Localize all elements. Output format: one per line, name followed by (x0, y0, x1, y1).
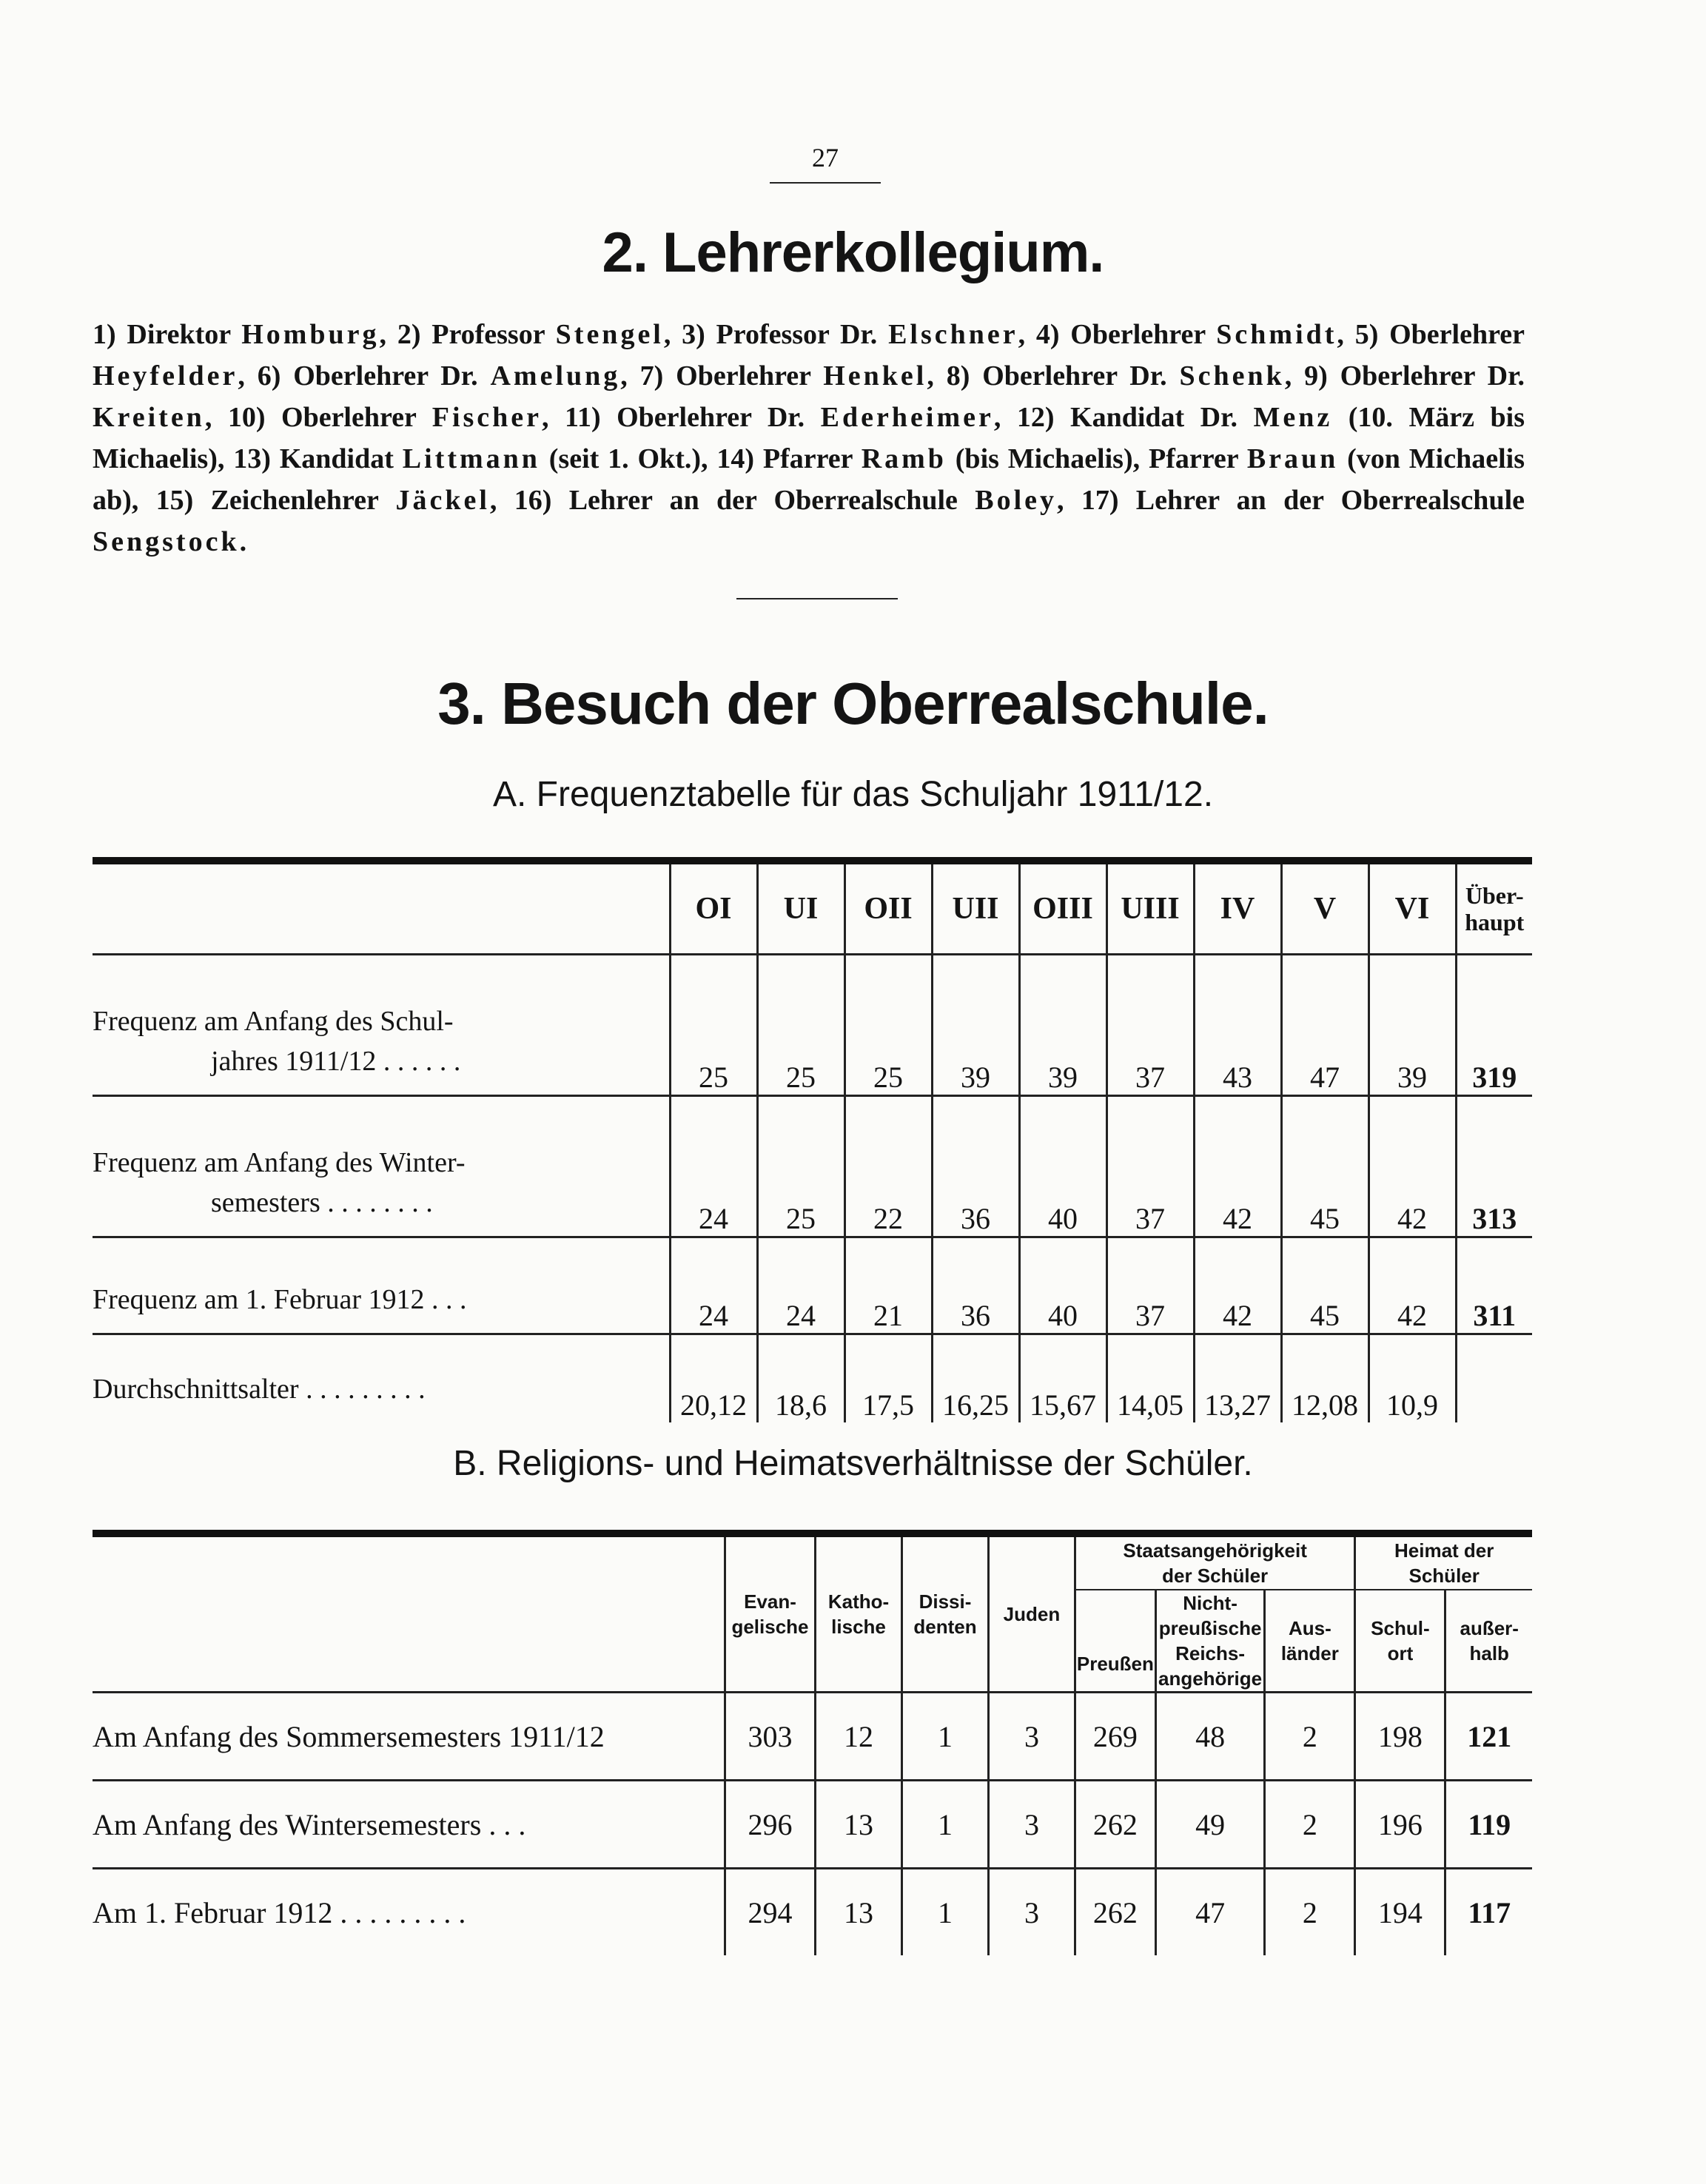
frequency-cell: 45 (1281, 1237, 1369, 1334)
frequency-table (93, 857, 1532, 1422)
col-nicht-line2: preußische (1158, 1617, 1262, 1639)
frequency-cell: 47 (1281, 955, 1369, 1096)
teacher-name: Sengstock (93, 526, 240, 557)
frequency-total-cell: 319 (1456, 955, 1532, 1096)
frequency-cell: 14,05 (1106, 1334, 1194, 1423)
religion-corner (93, 1533, 725, 1693)
col-evangelische-line1: Evan- (744, 1590, 796, 1613)
col-nicht-preussische (1155, 1590, 1265, 1693)
frequency-row-label (93, 1237, 670, 1334)
frequency-cell: 37 (1106, 1237, 1194, 1334)
teacher-note: , (620, 360, 640, 392)
teacher-role: 11) Oberlehrer Dr. (565, 402, 821, 433)
frequency-row (93, 1096, 1532, 1237)
frequency-cell: 43 (1194, 955, 1281, 1096)
teacher-role: 4) Oberlehrer (1035, 319, 1217, 350)
teacher-note: (von Michaelis ab), (93, 443, 1525, 516)
frequency-cell: 25 (757, 955, 844, 1096)
religion-cell: 303 (725, 1693, 815, 1781)
frequency-cell: 37 (1106, 1096, 1194, 1237)
religion-cell: 294 (725, 1869, 815, 1956)
frequency-row-label-line2: semesters . . . . . . . . (211, 1187, 433, 1218)
frequency-cell: 42 (1194, 1096, 1281, 1237)
col-total (1456, 861, 1532, 955)
frequency-row-label (93, 1096, 670, 1237)
col-v: V (1281, 861, 1369, 955)
religion-header-row-1 (93, 1533, 1532, 1590)
group-staats-line2: der Schüler (1162, 1565, 1269, 1587)
frequency-row (93, 1237, 1532, 1334)
frequency-row-label-line1: Frequenz am 1. Februar 1912 . . . (93, 1284, 467, 1315)
col-juden: Juden (988, 1533, 1075, 1693)
religion-cell: 48 (1155, 1693, 1265, 1781)
group-heimat-line1: Heimat der (1394, 1539, 1494, 1562)
table-b-title: B. Religions- und Heimatsverhältnisse der Schüler. (453, 1444, 1253, 1483)
religion-cell: 13 (816, 1869, 902, 1956)
religion-cell: 1 (902, 1693, 989, 1781)
frequency-total-cell: 313 (1456, 1096, 1532, 1237)
teacher-note: , (993, 402, 1017, 433)
frequency-header-row (93, 861, 1532, 955)
section-3-title: 3. Besuch der Oberrealschule. (437, 671, 1269, 736)
col-uiii: UIII (1106, 861, 1194, 955)
col-nicht-line1: Nicht- (1183, 1592, 1237, 1614)
teacher-note: (bis Michaelis), (946, 443, 1149, 474)
teacher-role: 5) Oberlehrer (1354, 319, 1525, 350)
teacher-name: Braun (1246, 443, 1339, 474)
frequency-row (93, 1334, 1532, 1423)
teacher-role: 13) Kandidat (233, 443, 403, 474)
religion-cell: 12 (816, 1693, 902, 1781)
frequency-row-label-line1: Frequenz am Anfang des Schul- (93, 1006, 454, 1037)
teacher-role: 12) Kandidat Dr. (1016, 402, 1254, 433)
teacher-role: 7) Oberlehrer (639, 360, 824, 392)
col-total-line2: haupt (1465, 909, 1525, 935)
col-iv: IV (1194, 861, 1281, 955)
col-schulort-line2: ort (1387, 1642, 1414, 1664)
frequency-row-label-line1: Frequenz am Anfang des Winter- (93, 1147, 466, 1178)
teacher-note: , (489, 485, 514, 516)
teacher-role: 2) Professor (397, 319, 556, 350)
teacher-name: Ramb (861, 443, 947, 474)
teacher-note: , (542, 402, 565, 433)
teacher-note: (seit 1. Okt.), (540, 443, 717, 474)
col-ui: UI (757, 861, 844, 955)
teacher-role: 15) Zeichenlehrer (155, 485, 396, 516)
col-evangelische (725, 1533, 815, 1693)
religion-cell: 296 (725, 1781, 815, 1869)
col-vi: VI (1369, 861, 1456, 955)
frequency-row-label-line2: jahres 1911/12 . . . . . . (211, 1046, 461, 1077)
col-nicht-line4: angehörige (1158, 1667, 1263, 1690)
teacher-name: Kreiten (93, 402, 205, 433)
frequency-cell: 22 (844, 1096, 932, 1237)
frequency-corner (93, 861, 670, 955)
frequency-cell: 25 (844, 955, 932, 1096)
teacher-name: Henkel (823, 360, 927, 392)
col-oii: OII (844, 861, 932, 955)
frequency-cell: 40 (1019, 1237, 1106, 1334)
col-auslaender (1265, 1590, 1355, 1693)
religion-cell: 269 (1075, 1693, 1155, 1781)
frequency-cell: 24 (670, 1237, 757, 1334)
teacher-name: Elschner (888, 319, 1018, 350)
teacher-role: 16) Lehrer an der Oberrealschule (514, 485, 975, 516)
col-dissidenten-line2: denten (913, 1616, 977, 1638)
frequency-cell: 39 (1019, 955, 1106, 1096)
teacher-note: . (239, 526, 247, 557)
religion-cell: 47 (1155, 1869, 1265, 1956)
teacher-note: , (1284, 360, 1305, 392)
teacher-role: 1) Direktor (93, 319, 242, 350)
frequency-cell: 40 (1019, 1096, 1106, 1237)
religion-cell: 2 (1265, 1869, 1355, 1956)
frequency-cell: 17,5 (844, 1334, 932, 1423)
religion-cell: 262 (1075, 1869, 1155, 1956)
teacher-note: , (663, 319, 682, 350)
col-schulort-line1: Schul- (1371, 1617, 1430, 1639)
section-divider (736, 598, 898, 599)
religion-cell: 3 (988, 1869, 1075, 1956)
frequency-row-label (93, 955, 670, 1096)
frequency-cell: 25 (757, 1096, 844, 1237)
teacher-role: 3) Professor Dr. (682, 319, 889, 350)
religion-cell: 194 (1355, 1869, 1445, 1956)
frequency-cell: 42 (1369, 1096, 1456, 1237)
col-total-line1: Über- (1465, 882, 1524, 909)
frequency-cell: 37 (1106, 955, 1194, 1096)
religion-cell: 117 (1445, 1869, 1532, 1956)
col-ausserhalb-line1: außer- (1460, 1617, 1519, 1639)
frequency-row-label (93, 1334, 670, 1423)
teacher-note: , (1057, 485, 1081, 516)
frequency-cell: 24 (670, 1096, 757, 1237)
frequency-row-label-line1: Durchschnittsalter . . . . . . . . . (93, 1374, 426, 1405)
teacher-note: (10. März bis Michaelis), (93, 402, 1525, 474)
frequency-cell: 15,67 (1019, 1334, 1106, 1423)
teacher-note: , (379, 319, 397, 350)
religion-table (93, 1530, 1532, 1955)
frequency-cell: 42 (1194, 1237, 1281, 1334)
frequency-cell: 13,27 (1194, 1334, 1281, 1423)
frequency-cell: 36 (932, 1096, 1019, 1237)
col-auslaender-line1: Aus- (1288, 1617, 1331, 1639)
religion-cell: 3 (988, 1781, 1075, 1869)
religion-row-label: Am Anfang des Sommersemesters 1911/12 (93, 1693, 725, 1781)
col-dissidenten (902, 1533, 989, 1693)
page-number: 27 (812, 143, 839, 172)
col-katholische (816, 1533, 902, 1693)
religion-row-label: Am 1. Februar 1912 . . . . . . . . . (93, 1895, 466, 1929)
group-staats-line1: Staatsangehörigkeit (1123, 1539, 1307, 1562)
frequency-cell: 45 (1281, 1096, 1369, 1237)
teacher-name: Schmidt (1216, 319, 1337, 350)
teacher-role: 8) Oberlehrer Dr. (946, 360, 1180, 392)
teacher-name: Littmann (402, 443, 540, 474)
teacher-note: , (1337, 319, 1355, 350)
teacher-name: Fischer (431, 402, 543, 433)
col-preussen: Preußen (1075, 1590, 1155, 1693)
teacher-name: Stengel (555, 319, 664, 350)
col-uii: UII (932, 861, 1019, 955)
teacher-name: Homburg (241, 319, 380, 350)
religion-cell: 262 (1075, 1781, 1155, 1869)
religion-cell: 13 (816, 1781, 902, 1869)
group-heimat (1355, 1533, 1532, 1590)
col-evangelische-line2: gelische (731, 1616, 809, 1638)
teacher-role: 17) Lehrer an der Oberrealschule (1081, 485, 1525, 516)
teacher-note: , (927, 360, 947, 392)
religion-cell: 2 (1265, 1781, 1355, 1869)
frequency-cell: 39 (932, 955, 1019, 1096)
religion-cell: 1 (902, 1869, 989, 1956)
col-schulort (1355, 1590, 1445, 1693)
teacher-name: Heyfelder (93, 360, 238, 392)
frequency-cell: 25 (670, 955, 757, 1096)
religion-cell: 2 (1265, 1693, 1355, 1781)
col-dissidenten-line1: Dissi- (919, 1590, 972, 1613)
col-ausserhalb-line2: halb (1469, 1642, 1509, 1664)
frequency-cell: 39 (1369, 955, 1456, 1096)
frequency-cell: 16,25 (932, 1334, 1019, 1423)
col-oiii: OIII (1019, 861, 1106, 955)
religion-cell: 121 (1445, 1693, 1532, 1781)
frequency-cell: 21 (844, 1237, 932, 1334)
col-katholische-line1: Katho- (827, 1590, 890, 1613)
group-staatsangehoerigkeit (1075, 1533, 1354, 1590)
teacher-note: , (1018, 319, 1036, 350)
teacher-role: 14) Pfarrer (716, 443, 862, 474)
frequency-cell: 36 (932, 1237, 1019, 1334)
frequency-cell: 24 (757, 1237, 844, 1334)
religion-row (93, 1781, 1532, 1869)
frequency-cell: 20,12 (670, 1334, 757, 1423)
teacher-name: Menz (1253, 402, 1333, 433)
teacher-note: , (238, 360, 258, 392)
col-ausserhalb (1445, 1590, 1532, 1693)
religion-cell: 198 (1355, 1693, 1445, 1781)
table-a-title: A. Frequenztabelle für das Schuljahr 1911/12. (492, 775, 1214, 814)
religion-cell: 1 (902, 1781, 989, 1869)
teacher-name: Schenk (1179, 360, 1285, 392)
frequency-cell: 10,9 (1369, 1334, 1456, 1423)
religion-cell: 3 (988, 1693, 1075, 1781)
teacher-name: Boley (975, 485, 1057, 516)
teacher-name: Amelung (490, 360, 621, 392)
col-nicht-line3: Reichs- (1175, 1642, 1246, 1664)
frequency-row (93, 955, 1532, 1096)
frequency-cell: 18,6 (757, 1334, 844, 1423)
religion-row (93, 1869, 1532, 1956)
teacher-name: Jäckel (395, 485, 490, 516)
page-number-rule (770, 182, 881, 184)
religion-cell: 119 (1445, 1781, 1532, 1869)
frequency-total-cell (1456, 1334, 1532, 1423)
teacher-role: Pfarrer (1148, 443, 1247, 474)
col-oi: OI (670, 861, 757, 955)
section-2-title: 2. Lehrerkollegium. (602, 221, 1104, 284)
col-katholische-line2: lische (831, 1616, 886, 1638)
religion-row-label: Am Anfang des Wintersemesters . . . (93, 1781, 725, 1869)
teacher-role: 9) Oberlehrer Dr. (1304, 360, 1525, 392)
teacher-name: Ederheimer (820, 402, 994, 433)
teacher-role: 6) Oberlehrer Dr. (257, 360, 491, 392)
teacher-list (93, 314, 1525, 562)
frequency-cell: 42 (1369, 1237, 1456, 1334)
religion-cell: 49 (1155, 1781, 1265, 1869)
teacher-note: , (204, 402, 228, 433)
religion-row (93, 1693, 1532, 1781)
col-auslaender-line2: länder (1280, 1642, 1339, 1664)
frequency-total-cell: 311 (1456, 1237, 1532, 1334)
group-heimat-line2: Schüler (1408, 1565, 1480, 1587)
frequency-cell: 12,08 (1281, 1334, 1369, 1423)
religion-cell: 196 (1355, 1781, 1445, 1869)
teacher-role: 10) Oberlehrer (227, 402, 432, 433)
